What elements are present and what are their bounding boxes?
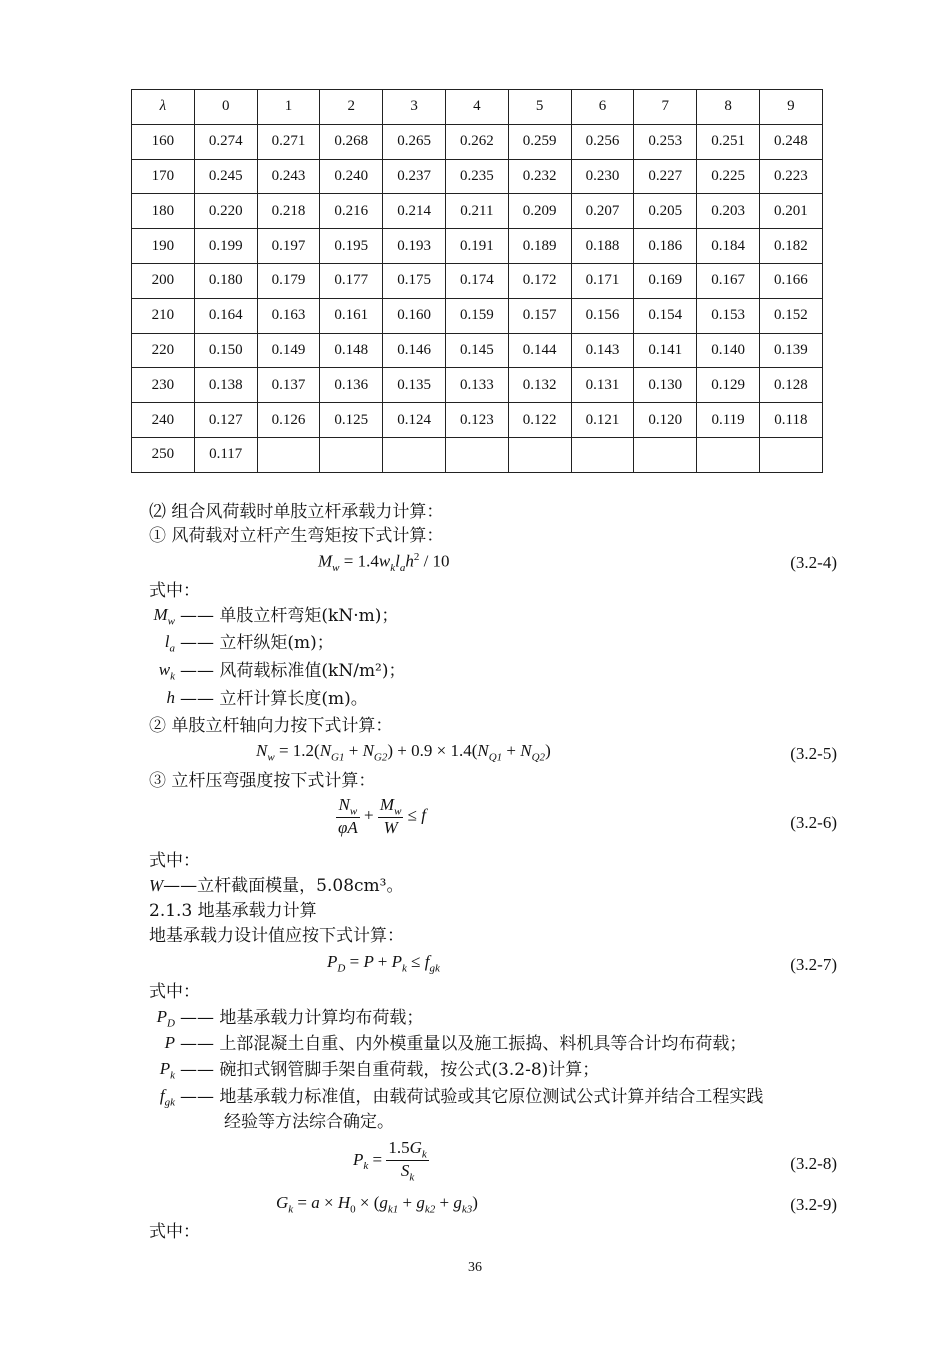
table-cell: 0.180 [194,263,257,298]
table-cell: 0.245 [194,159,257,194]
table-cell: 0.197 [257,229,320,264]
table-cell: 0.191 [445,229,508,264]
equation-3-2-7: $P_D = P + P_k \le f_{gk}$ [327,952,440,975]
table-cell: 0.211 [445,194,508,229]
table-header-cell: 2 [320,90,383,125]
table-cell: 0.177 [320,263,383,298]
symbol-h: h [166,688,175,707]
table-cell [759,437,822,472]
table-cell: 0.223 [759,159,822,194]
table-header-cell: 1 [257,90,320,125]
table-cell: 0.274 [194,124,257,159]
table-cell [445,437,508,472]
table-row [132,333,823,368]
table-cell: 0.218 [257,194,320,229]
table-cell: 0.175 [383,263,446,298]
table-row [132,403,823,438]
table-cell: 0.141 [634,333,697,368]
symbol-Pk: $P_k$ [159,1059,175,1082]
definition-PD: —— 地基承载力计算均布荷载； [180,1008,424,1028]
table-cell: 0.253 [634,124,697,159]
table-cell: 0.167 [697,263,760,298]
table-cell: 0.235 [445,159,508,194]
table-cell [508,437,571,472]
definition-W-line [149,875,403,897]
table-cell: 0.130 [634,368,697,403]
table-header-cell: 9 [759,90,822,125]
table-cell: 0.119 [697,403,760,438]
table-cell: 0.118 [759,403,822,438]
table-row [132,437,823,472]
table-row [132,368,823,403]
table-cell: 0.152 [759,298,822,333]
table-cell: 0.240 [320,159,383,194]
table-cell: 0.138 [194,368,257,403]
equation-3-2-6: $\frac{N_w}{\varphi A}$ + $\frac{M_w}{W}$ ≤ f [338,795,426,838]
table-cell: 0.129 [697,368,760,403]
table-header-cell: 0 [194,90,257,125]
equation-3-2-8: $P_k$ = $\frac{1.5G_k}{S_k}$ [353,1138,427,1184]
table-cell: 0.128 [759,368,822,403]
table-cell: 0.216 [320,194,383,229]
table-cell: 0.262 [445,124,508,159]
table-cell: 0.169 [634,263,697,298]
table-cell: 0.137 [257,368,320,403]
table-header-cell: 8 [697,90,760,125]
table-cell: 180 [132,194,195,229]
table-row [132,194,823,229]
table-row [132,263,823,298]
table-cell: 0.148 [320,333,383,368]
table-cell: 0.139 [759,333,822,368]
table-cell: 0.171 [571,263,634,298]
table-cell: 0.271 [257,124,320,159]
table-cell: 0.154 [634,298,697,333]
symbol-mw: $M_w$ [153,605,175,628]
symbol-W: W [149,876,164,895]
table-cell: 220 [132,333,195,368]
table-header-cell: 5 [508,90,571,125]
table-header-row [132,90,823,125]
table-cell: 210 [132,298,195,333]
table-cell: 0.163 [257,298,320,333]
table-cell: 0.256 [571,124,634,159]
table-cell: 0.161 [320,298,383,333]
table-cell: 0.199 [194,229,257,264]
table-cell: 0.160 [383,298,446,333]
table-cell: 0.227 [634,159,697,194]
table-cell: 0.149 [257,333,320,368]
table-cell: 0.230 [571,159,634,194]
table-cell: 0.193 [383,229,446,264]
table-cell: 0.135 [383,368,446,403]
table-row [132,298,823,333]
table-cell: 240 [132,403,195,438]
table-cell: 0.144 [508,333,571,368]
table-cell: 0.179 [257,263,320,298]
table-cell: 0.195 [320,229,383,264]
table-cell [697,437,760,472]
table-cell: 0.265 [383,124,446,159]
definition-h: —— 立杆计算长度(m)。 [180,689,368,709]
equation-3-2-4: $M_w = 1.4w_kl_ah^2 / 10$ [318,551,450,575]
table-cell: 0.205 [634,194,697,229]
table-header-cell: 7 [634,90,697,125]
table-cell: 0.164 [194,298,257,333]
table-cell: 0.232 [508,159,571,194]
table-cell: 0.120 [634,403,697,438]
where-label-2: 式中： [149,851,200,871]
table-cell: 0.127 [194,403,257,438]
definition-W: ——立杆截面模量，5.08cm³。 [163,876,404,896]
table-cell: 0.140 [697,333,760,368]
definition-fgk: —— 地基承载力标准值，由载荷试验或其它原位测试公式计算并结合工程实践 [180,1087,764,1107]
table-cell: 0.133 [445,368,508,403]
table-header-cell: 3 [383,90,446,125]
where-label-3: 式中： [149,982,200,1002]
where-label-4: 式中： [149,1222,200,1242]
section-2-heading: ⑵ 组合风荷载时单肢立杆承载力计算： [149,502,444,522]
table-cell: 0.150 [194,333,257,368]
table-row [132,159,823,194]
equation-number-3-2-5: (3.2-5) [790,744,837,763]
equation-number-3-2-8: (3.2-8) [790,1154,837,1173]
equation-number-3-2-9: (3.2-9) [790,1195,837,1214]
table-cell: 0.188 [571,229,634,264]
definition-fgk-continued: 经验等方法综合确定。 [224,1112,394,1132]
table-cell: 0.182 [759,229,822,264]
table-body [132,124,823,472]
definition-mw: —— 单肢立杆弯矩(kN·m)； [180,606,399,626]
equation-number-3-2-7: (3.2-7) [790,955,837,974]
table-cell [383,437,446,472]
table-row [132,124,823,159]
definition-P: —— 上部混凝土自重、内外模重量以及施工振捣、料机具等合计均布荷载； [180,1034,747,1054]
equation-number-3-2-4: (3.2-4) [790,553,837,572]
symbol-wk: $w_k$ [158,660,175,683]
table-cell: 0.121 [571,403,634,438]
table-cell: 160 [132,124,195,159]
table-cell: 250 [132,437,195,472]
definition-la: —— 立杆纵矩(m)； [180,633,334,653]
section-2-1-3-heading: 2.1.3 地基承载力计算 [149,901,317,921]
table-cell: 0.207 [571,194,634,229]
table-row [132,229,823,264]
table-cell [634,437,697,472]
table-cell: 200 [132,263,195,298]
table-cell: 0.259 [508,124,571,159]
table-cell: 0.131 [571,368,634,403]
table-cell: 0.126 [257,403,320,438]
table-cell: 0.122 [508,403,571,438]
symbol-fgk: $f_{gk}$ [159,1086,175,1109]
table-cell: 0.143 [571,333,634,368]
table-cell: 0.136 [320,368,383,403]
table-cell: 0.166 [759,263,822,298]
table-cell: 0.243 [257,159,320,194]
table-cell: 0.172 [508,263,571,298]
stability-coefficient-table [131,89,823,473]
symbol-P: P [164,1033,175,1052]
table-cell: 0.268 [320,124,383,159]
table-cell: 0.248 [759,124,822,159]
table-cell: 0.220 [194,194,257,229]
item-1-heading: ① 风荷载对立杆产生弯矩按下式计算： [149,526,444,546]
table-cell: 0.156 [571,298,634,333]
where-label-1: 式中： [149,581,200,601]
symbol-PD: $P_D$ [156,1007,175,1030]
table-cell: 0.209 [508,194,571,229]
table-cell: 0.214 [383,194,446,229]
table-cell: 0.117 [194,437,257,472]
table-cell [257,437,320,472]
table-cell: 0.159 [445,298,508,333]
table-cell: 0.184 [697,229,760,264]
page-number: 36 [468,1260,482,1275]
table-cell: 0.145 [445,333,508,368]
section-2-1-3-intro: 地基承载力设计值应按下式计算： [149,926,404,946]
equation-3-2-5: $N_w = 1.2(N_{G1} + N_{G2}) + 0.9 \times 1.4(N_{Q1} + N_{Q2})$ [256,741,551,764]
symbol-la: $l_a$ [164,632,175,655]
table-cell: 0.157 [508,298,571,333]
table-cell: 0.189 [508,229,571,264]
table-cell: 0.125 [320,403,383,438]
item-3-heading: ③ 立杆压弯强度按下式计算： [149,771,376,791]
item-2-heading: ② 单肢立杆轴向力按下式计算： [149,716,393,736]
table-cell: 0.203 [697,194,760,229]
table-cell: 230 [132,368,195,403]
definition-Pk: —— 碗扣式钢管脚手架自重荷载，按公式(3.2-8)计算； [180,1060,600,1080]
table-header-cell: 6 [571,90,634,125]
table-cell [571,437,634,472]
table-cell: 0.201 [759,194,822,229]
equation-3-2-9: $G_k = a \times H_0 \times (g_{k1} + g_{k2} + g_{k3})$ [276,1193,478,1216]
table-cell [320,437,383,472]
table-cell: 0.174 [445,263,508,298]
table-cell: 0.123 [445,403,508,438]
table-cell: 0.251 [697,124,760,159]
table-cell: 0.124 [383,403,446,438]
table-cell: 0.132 [508,368,571,403]
table-cell: 0.237 [383,159,446,194]
table-cell: 0.153 [697,298,760,333]
table-cell: 190 [132,229,195,264]
table-cell: 170 [132,159,195,194]
table-cell: 0.146 [383,333,446,368]
equation-number-3-2-6: (3.2-6) [790,813,837,832]
table-header-cell: 4 [445,90,508,125]
definition-wk: —— 风荷载标准值(kN/m²)； [180,661,406,681]
table-cell: 0.186 [634,229,697,264]
table-header-cell: λ [132,90,195,125]
table-cell: 0.225 [697,159,760,194]
